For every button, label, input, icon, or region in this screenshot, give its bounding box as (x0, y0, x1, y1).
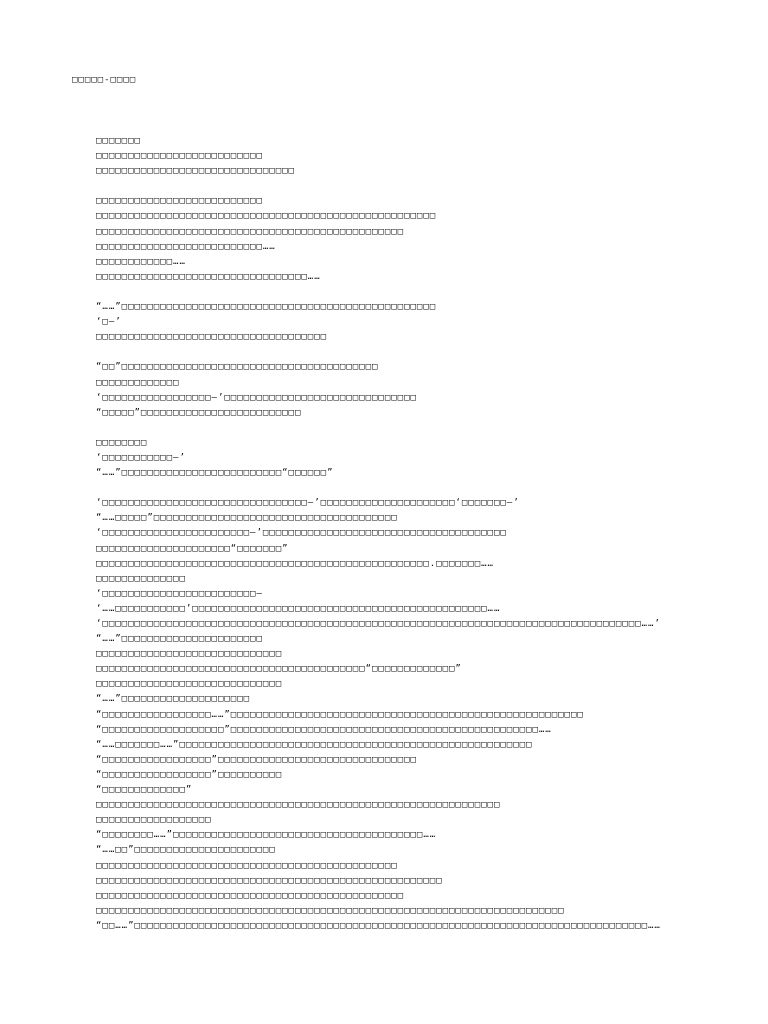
text-line: □□□□□□□□□□□□…… (96, 256, 186, 267)
text-line: □□□□□□□□□□□□□□□□□□□□□“□□□□□□□” (96, 543, 289, 554)
text-line: “□□……”□□□□□□□□□□□□□□□□□□□□□□□□□□□□□□□□□□□□□□□□□□□□□□□□□□□□□□□□□□□□□□□□□□□□□□□□□□□□□□□□…… (96, 920, 661, 931)
text-line: □□□□□□□□□□□□□□□□□□□□□□□□□□…… (96, 241, 276, 252)
text-line: “……”□□□□□□□□□□□□□□□□□□□□□□□□□□□□□□□□□□□□□□□□□□□□□□□□□ (96, 302, 437, 313)
text-line: ‘……□□□□□□□□□□□’□□□□□□□□□□□□□□□□□□□□□□□□□□□□□□□□□□□□□□□□□□□□□□…… (96, 603, 501, 614)
text-line: □□□□□□□□□□□□□□□□□□□□□□□□□□□□□□□□□□□□ (96, 332, 328, 343)
text-line: “□□□□□”□□□□□□□□□□□□□□□□□□□□□□□□□ (96, 407, 302, 418)
text-line: ‘□□□□□□□□□□□□□□□□□□□□□□□□□□□□□□□□—’□□□□□□□□□□□□□□□□□□□□□‘□□□□□□□—’ (96, 498, 520, 509)
text-line: □□□□□□□□□□□□□□□□□□□□□□□□□□□□□□□□□□□□□□□□□□□□□□□□□□□□.□□□□□□□…… (96, 558, 494, 569)
text-line: □□□□□□□□□□□□□□□□□□ (96, 815, 212, 826)
text-line: “□□□□□□□□……”□□□□□□□□□□□□□□□□□□□□□□□□□□□□□□□□□□□□□□□…… (96, 830, 437, 841)
text-line: □□□□□□□□□□□□□□□□□□□□□□□□□□□□□□□□□□□□□□□□□□□□□□□□ (96, 226, 405, 237)
text-line: ‘□—’ (96, 317, 122, 328)
page-header: □□□□□-□□□□ (72, 75, 137, 85)
text-line: “□□□□□□□□□□□□□□□□□”□□□□□□□□□□□□□□□□□□□□□□□□□□□□□□□ (96, 754, 417, 765)
text-line: □□□□□□□□□□□□□□□□□□□□□□□□□□□□□ (96, 679, 283, 690)
paragraph-gap (72, 179, 696, 194)
text-line: □□□□□□□□□□□□□□□□□□□□□□□□□□□□□□□ (96, 166, 295, 177)
text-line: ‘□□□□□□□□□□□□□□□□□—’□□□□□□□□□□□□□□□□□□□□□□□□□□□□□□ (96, 392, 417, 403)
text-line: □□□□□□□□□□□□□□□□□□□□□□□□□□□□□□□□□□□□□□□□□□□□□□□□□□□□□□ (96, 875, 443, 886)
text-line: □□□□□□□□ (96, 437, 148, 448)
paragraph-gap (72, 421, 696, 436)
paragraph-gap (72, 345, 696, 360)
text-line: “……□□□□□□□……”□□□□□□□□□□□□□□□□□□□□□□□□□□□□□□□□□□□□□□□□□□□□□□□□□□□□□□□ (96, 739, 533, 750)
text-line: □□□□□□□□□□□□□□□□□□□□□□□□□□□□□□□□□□□□□□□□□□□□□□□□□□□□□□□□□□□□□□□ (96, 800, 501, 811)
text-line: □□□□□□□□□□□□□□ (96, 573, 186, 584)
text-line: ‘□□□□□□□□□□□□□□□□□□□□□□□—’□□□□□□□□□□□□□□□□□□□□□□□□□□□□□□□□□□□□□□ (96, 528, 507, 539)
paragraph-gap (72, 285, 696, 300)
text-line: “……”□□□□□□□□□□□□□□□□□□□□□□□□□“□□□□□□” (96, 468, 334, 479)
text-line: “□□□□□□□□□□□□□□□□□□□”□□□□□□□□□□□□□□□□□□□□□□□□□□□□□□□□□□□□□□□□□□□□□□□□…… (96, 724, 552, 735)
text-line: “□□□□□□□□□□□□□□□□□……”□□□□□□□□□□□□□□□□□□□□□□□□□□□□□□□□□□□□□□□□□□□□□□□□□□□□□□□ (96, 709, 584, 720)
text-line: □□□□□□□□□□□□□□□□□□□□□□□□□□□□□□□□□□□□□□□□□□□□□□□□ (96, 890, 405, 901)
text-line: □□□□□□□□□□□□□□□□□□□□□□□□□□□□□□□□□…… (96, 271, 321, 282)
text-line: □□□□□□□□□□□□□□□□□□□□□□□□□□□□□□□□□□□□□□□□□□□□□□□□□□□□□ (96, 211, 437, 222)
text-line: “□□”□□□□□□□□□□□□□□□□□□□□□□□□□□□□□□□□□□□□□□□□ (96, 362, 379, 373)
text-line: □□□□□□□□□□□□□□□□□□□□□□□□□□□□□□□□□□□□□□□□□□“□□□□□□□□□□□□□” (96, 664, 462, 675)
text-line: □□□□□□□□□□□□□□□□□□□□□□□□□□ (96, 196, 263, 207)
paragraph-gap (72, 481, 696, 496)
text-line: “□□□□□□□□□□□□□” (96, 785, 193, 796)
text-line: □□□□□□□□□□□□□□□□□□□□□□□□□□ (96, 151, 263, 162)
text-line: “……”□□□□□□□□□□□□□□□□□□□□ (96, 694, 251, 705)
text-line: “……□□□□□”□□□□□□□□□□□□□□□□□□□□□□□□□□□□□□□□□□□□□□ (96, 513, 398, 524)
text-line: “……”□□□□□□□□□□□□□□□□□□□□□□ (96, 634, 263, 645)
text-line: □□□□□□□□□□□□□□□□□□□□□□□□□□□□□□□□□□□□□□□□□□□□□□□□□□□□□□□□□□□□□□□□□□□□□□□□□ (96, 905, 565, 916)
text-line: “□□□□□□□□□□□□□□□□□”□□□□□□□□□□ (96, 769, 283, 780)
document-body (72, 134, 696, 934)
text-line: ‘□□□□□□□□□□□—’ (96, 452, 186, 463)
text-line: ‘□□□□□□□□□□□□□□□□□□□□□□□□□□□□□□□□□□□□□□□□□□□□□□□□□□□□□□□□□□□□□□□□□□□□□□□□□□□□□□□□□□□□……’ (96, 619, 661, 629)
text-line: ‘□□□□□□□□□□□□□□□□□□□□□□□□— (96, 588, 263, 599)
text-line: □□□□□□□□□□□□□ (96, 377, 180, 388)
text-line: “……□□”□□□□□□□□□□□□□□□□□□□□□□ (96, 845, 276, 856)
text-line: □□□□□□□ (96, 136, 141, 146)
text-line: □□□□□□□□□□□□□□□□□□□□□□□□□□□□□□□□□□□□□□□□□□□□□□□ (96, 860, 398, 871)
text-line: □□□□□□□□□□□□□□□□□□□□□□□□□□□□□ (96, 649, 283, 660)
